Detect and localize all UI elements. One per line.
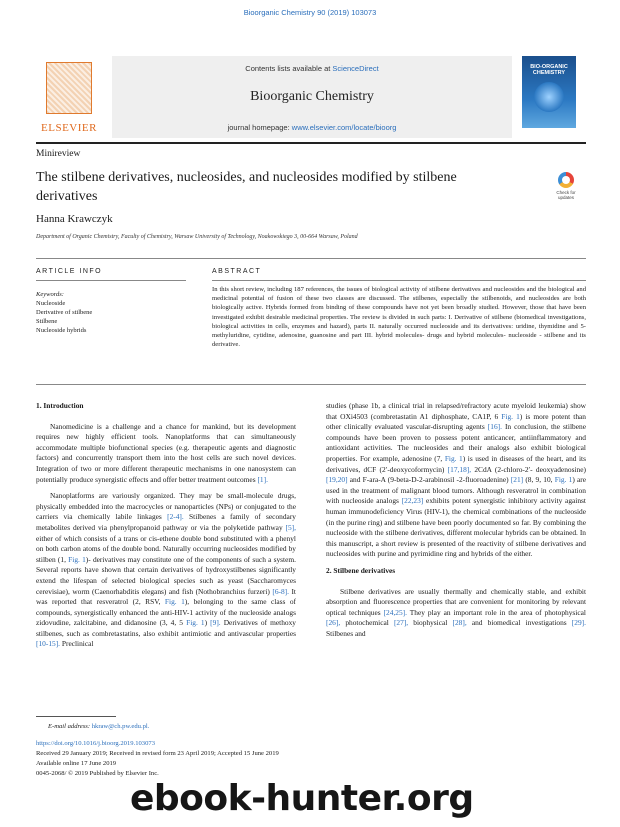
citation-link[interactable]: [17,18], (447, 464, 472, 474)
figure-link[interactable]: Fig. 1 (68, 554, 86, 564)
figure-link[interactable]: Fig. 1 (164, 597, 185, 607)
citation-link[interactable]: [27], (393, 618, 409, 628)
citation-link[interactable]: [16]. (487, 422, 502, 432)
journal-cover-image (522, 56, 576, 128)
paragraph-text: exhibits potent synergistic inhibitory activity against human immunodeficiency Virus (HIV-1), the chemical combinations of the nucleoside (in the purine ring) and stilbene have been poorly documented so far. By combining the nucleoside with the stilbene derivatives, different molecular hybrids can be obtained. In this manuscript, a short review is presented of the reactivity of stilbene derivatives and nucleosides with purine and pyrimidine ring and hybrids of the either. (326, 496, 586, 559)
keyword-item: Derivative of stilbene (36, 309, 93, 316)
left-column (36, 401, 296, 656)
paragraph-text: ) (204, 618, 208, 628)
paragraph-text: Preclinical (61, 639, 94, 649)
paragraph-text: ) is used in diseases of the heart, and its derivatives, dCF (2′-deoxycoformycin) (326, 453, 586, 474)
contents-line (112, 64, 512, 73)
citation-link[interactable]: [19,20] (326, 475, 348, 485)
paragraph-text: It was reported that resveratrol (2, RSV, (36, 586, 296, 607)
keyword-item: Nucleoside (36, 300, 66, 307)
journal-masthead (36, 56, 586, 138)
article-type: Minireview (36, 149, 81, 159)
doi-link[interactable]: https://doi.org/10.1016/j.bioorg.2019.103073 (36, 740, 155, 747)
paragraph-text: either of which consists of a trans or cis-ethene double bond substituted with a phenyl on both carbon atoms of the double bond. Naturally occurring nucleosides modified by stilben (1, (36, 533, 296, 564)
check-updates-label: Check for updates (556, 190, 576, 200)
elsevier-wordmark: ELSEVIER (41, 122, 97, 134)
stilbene-paragraph (326, 587, 586, 640)
paragraph-text: biophysical (413, 618, 448, 628)
citation-link[interactable]: [21] (510, 475, 524, 485)
paragraph-text: Stilbenes and (326, 628, 366, 638)
figure-link[interactable]: Fig. 1 (444, 453, 463, 463)
check-for-updates-button[interactable] (548, 172, 584, 206)
masthead-divider (36, 142, 586, 144)
stilbene-derivatives-heading: 2. Stilbene derivatives (326, 565, 396, 575)
journal-title: Bioorganic Chemistry (250, 89, 374, 104)
citation-link[interactable]: [6-8]. (272, 586, 289, 596)
paragraph-text: In conclusion, the stilbene compounds have been proven to possess potent anticancer, antiinflammatory and antioxidant activities. The nucleosides and their analogs also exhibit biological properties. For example, adenosine (7, (326, 422, 586, 463)
paragraph-text: Nanomedicine is a challenge and a chance for mankind, but its development requires new highly efficient tools. Nanoplatforms that can simultaneously accommodate multiple biofunctional species (e.g. therapeutic agents and diagnostic factors) and concurrently transport them into the host cells are such novel devices. Integration of two or more different therapeutic mechanisms in one nanosystem can potentially produce synergistic effects and offer better treatment outcomes (36, 421, 296, 484)
email-link[interactable]: hkraw@ch.pw.edu.pl. (91, 723, 150, 730)
email-label: E-mail address: (48, 723, 91, 730)
right-column (326, 401, 586, 645)
cover-art (534, 82, 564, 112)
homepage-line (112, 123, 512, 132)
available-online-date: Available online 17 June 2019 (36, 760, 117, 767)
article-info-heading: ARTICLE INFO (36, 268, 103, 275)
citation-link[interactable]: [10-15]. (36, 639, 61, 649)
citation-link[interactable]: [29]. (571, 618, 586, 628)
check-updates-icon (558, 172, 574, 188)
paragraph-text: studies (phase 1b, a clinical trial in relapsed/refractory acute myeloid leukemia) show that OXi4503 (combretastatin A1 diphosphate, CA1P, 6 (326, 401, 586, 421)
author-email-footnote (48, 723, 149, 730)
sciencedirect-link[interactable]: ScienceDirect (332, 64, 379, 73)
intro-paragraph-1 (36, 422, 296, 486)
paragraph-text: and F-ara-A (9-beta-D-2-arabinosil -2-fluoroadenine) (349, 475, 509, 485)
paragraph-text: photochemical (345, 618, 389, 628)
paragraph-text: )- derivatives may constitute one of the components of such a system. Several reports have shown that certain derivatives of hydroxystilbenes significantly extend the lifespan of selected biological species such as yeast (Saccharomyces cerevisiae), worm (Caenorhabditis elegans) and fish (Nothobranchius furzeri) (36, 554, 296, 596)
figure-link[interactable]: Fig. 1 (501, 411, 520, 421)
footnote-divider (36, 716, 116, 717)
abstract-rule (212, 280, 586, 281)
homepage-prefix: journal homepage: (227, 123, 290, 132)
contents-prefix: Contents lists available at (245, 64, 331, 73)
keyword-item: Stilbene (36, 318, 58, 325)
article-info-rule (36, 280, 186, 281)
citation-link[interactable]: [1]. (257, 474, 268, 484)
paragraph-text: (8, 9, 10, (525, 475, 553, 485)
paragraph-text: Stilbenes a family of secondary metabolites derived via phenylpropanoid pathway or via the polyketide pathway (36, 512, 296, 532)
abstract-text: In this short review, including 187 references, the issues of biological activity of stilbene derivatives and nucleosides and the biological and medicinal potential of fusion of these two classes are discussed. The stilbenes, especially the stilbenoids, and nucleosides are both biologically active. Hybrids formed from binding of these compounds have not yet been broadly studied. However, those that have been investigated exhibit desirable medicinal properties. The review is divided in such parts: I. Derivative of stilbene (biomedical investigations, biological activities in cells, enzymes and hazard), parts II. naturally occurred nucleoside and its derivatives: uridine, thymidine and 5-methyluridine, cytidine, adenosine, guanosine and part III. hybrid molecules- drugs and hybrid molecules- nucleoside - stilbene and its derivative. (212, 286, 586, 349)
citation-link[interactable]: [5], (285, 522, 296, 532)
keyword-item: Nucleoside hybrids (36, 327, 87, 334)
paragraph-text: ) is more potent than other clinically evaluated vascular-disrupting agents (326, 411, 586, 432)
citation-link[interactable]: [9]. (210, 618, 221, 628)
paragraph-text: ) are used in the treatment of malignant blood tumors. Although resveratrol in combination with nucleoside analogs (326, 475, 586, 506)
citation-link[interactable]: [22,23] (401, 496, 424, 506)
abstract-heading: ABSTRACT (212, 268, 262, 275)
elsevier-logo (36, 62, 102, 134)
header-divider (36, 258, 586, 259)
journal-reference[interactable]: Bioorganic Chemistry 90 (2019) 103073 (243, 8, 377, 17)
intro-paragraph-2 (36, 491, 296, 650)
paragraph-text: ), belonging to the same class of compounds, synergistically enhanced the anti-HIV-1 activity of the nucleoside analogs zidovudine, zalcitabine, and didanosine (3, 4, 5 (36, 597, 296, 628)
keywords-label: Keywords: (36, 291, 64, 298)
author-name: Hanna Krawczyk (36, 213, 113, 225)
author-affiliation: Department of Organic Chemistry, Faculty of Chemistry, Warsaw University of Technology, Noakowskiego 3, 00-664 Warsaw, Poland (36, 234, 358, 240)
received-dates: Received 29 January 2019; Received in revised form 23 April 2019; Accepted 15 June 2019 (36, 750, 279, 757)
figure-link[interactable]: Fig. 1 (554, 475, 573, 485)
paragraph-text: 2CdA (2-chloro-2′- deoxyadenosine) (474, 464, 586, 474)
figure-link[interactable]: Fig. 1 (186, 618, 205, 628)
article-title: The stilbene derivatives, nucleosides, and nucleosides modified by stilbene derivatives (36, 170, 457, 204)
paragraph-text: Stilbene derivatives are usually thermally and chemically stable, and exhibit absorption and fluorescence properties that are convenient for monitoring by relevant optical techniques (326, 586, 586, 617)
citation-link[interactable]: [2-4]. (167, 512, 184, 522)
abstract-bottom-rule (36, 384, 586, 385)
paragraph-text: and biomedical investigations (471, 618, 567, 628)
citation-link[interactable]: [28], (452, 618, 467, 628)
watermark: ebook-hunter.org (130, 778, 474, 819)
introduction-heading: 1. Introduction (36, 401, 84, 410)
paragraph-text: Nanoplatforms are variously organized. They may be small-molecule drugs, physically embedded into the macrocycles or nanoparticles (NPs) or conjugated to the carriers via chemically labile linkages (36, 491, 296, 522)
paragraph-text: They play an important role in the area of photophysical (409, 607, 586, 617)
citation-link[interactable]: [24,25]. (383, 607, 407, 617)
continued-paragraph (326, 401, 586, 560)
cover-title: BIO-ORGANIC CHEMISTRY (530, 64, 568, 76)
copyright-notice: 0045-2068/ © 2019 Published by Elsevier Inc. (36, 770, 159, 777)
elsevier-tree-icon (46, 62, 92, 114)
keywords-block (36, 290, 186, 335)
homepage-link[interactable]: www.elsevier.com/locate/bioorg (291, 123, 397, 132)
citation-link[interactable]: [26], (326, 618, 341, 628)
masthead-banner (112, 56, 512, 138)
paragraph-text: Derivatives of methoxy stilbenes, such as combretastatins, also exhibit antimiotic and antivascular properties (36, 618, 296, 638)
